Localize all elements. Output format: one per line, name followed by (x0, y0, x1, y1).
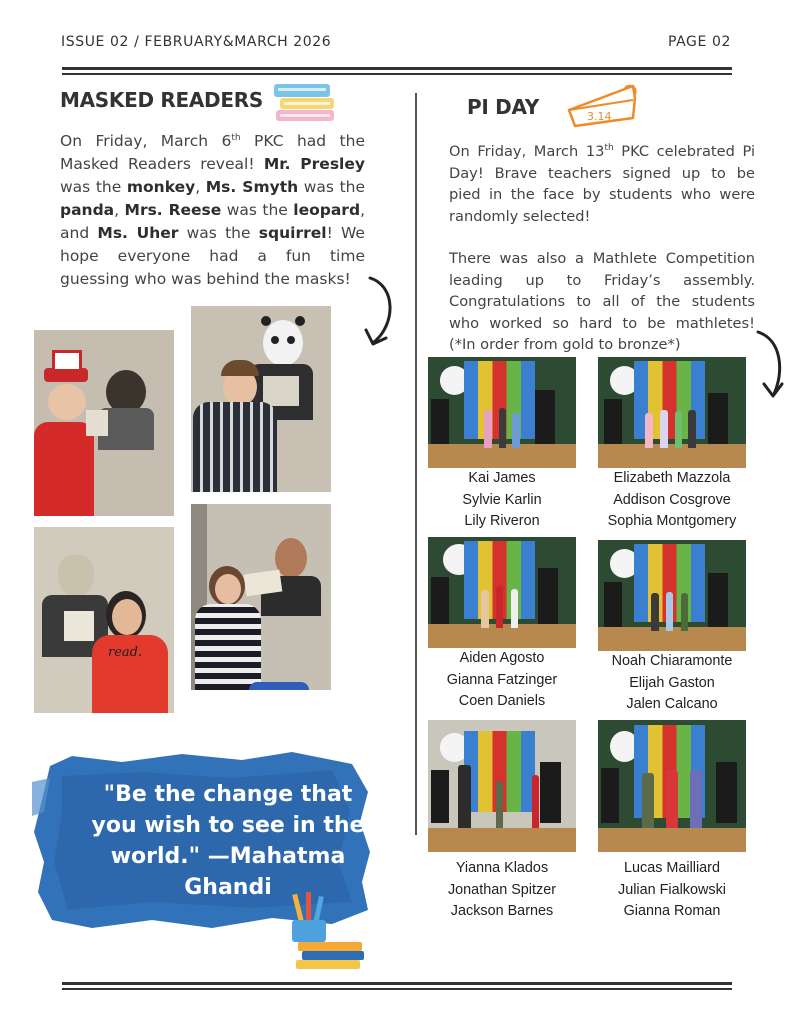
photo-leopard-reveal (34, 527, 174, 713)
mathlete-photo-6 (598, 720, 746, 852)
footer-rule-top (62, 982, 732, 985)
mathlete-names-6: Lucas Mailliard Julian Fialkowski Gianna Roman (618, 860, 726, 919)
header-rule-bottom (62, 73, 732, 75)
pi-day-paragraph-2: There was also a Mathlete Competition leading up to Friday’s assembly. Congratulations to all of the students who worked so hard to be mathletes! (*In order from gold to bronze*) (449, 250, 755, 353)
footer-rule-bottom (62, 988, 732, 990)
mathlete-names-2: Elizabeth Mazzola Addison Cosgrove Sophia Montgomery (607, 470, 737, 529)
mathlete-names-1: Kai James Sylvie Karlin Lily Riveron (462, 470, 542, 529)
mathlete-photo-1 (428, 357, 576, 468)
curved-arrow-icon (362, 272, 402, 352)
masked-readers-title: MASKED READERS (60, 88, 263, 112)
pencil-cup-books-icon (284, 890, 368, 974)
photo-panda-reveal (191, 306, 331, 492)
mathlete-names-5: Yianna Klados Jonathan Spitzer Jackson Barnes (447, 860, 556, 919)
quote-text: "Be the change that you wish to see in the world." —Mahatma Ghandi (91, 782, 365, 900)
mathlete-photo-3 (428, 537, 576, 648)
mathlete-names-4: Noah Chiaramonte Elijah Gaston Jalen Calcano (611, 653, 733, 712)
squirrel-mask (275, 538, 307, 578)
issue-label: ISSUE 02 / FEBRUARY&MARCH 2026 (61, 34, 332, 50)
leopard-mask (58, 555, 94, 597)
pi-day-paragraph-1: On Friday, March 13th PKC celebrated Pi Day! Brave teachers signed up to be pied in the face by students who were randomly selected! (449, 143, 755, 225)
pi-day-title: PI DAY (467, 95, 539, 119)
mathlete-photo-2 (598, 357, 746, 468)
header-rule-top (62, 67, 732, 70)
column-divider (415, 93, 417, 835)
pie-slice-icon (563, 80, 641, 132)
mathlete-photo-5 (428, 720, 576, 852)
curved-arrow-icon-2 (752, 326, 788, 402)
mathlete-photo-4 (598, 540, 746, 651)
mathlete-names-3: Aiden Agosto Gianna Fatzinger Coen Daniels (446, 650, 558, 709)
photo-squirrel-reveal (191, 504, 331, 690)
panda-mask (263, 320, 303, 366)
shirt-text: read. (108, 645, 143, 660)
photo-monkey-reveal (34, 330, 174, 516)
books-icon (272, 78, 340, 126)
pie-label: 3.14 (587, 110, 612, 123)
masked-readers-paragraph: On Friday, March 6th PKC had the Masked Readers reveal! Mr. Presley was the monkey, Ms. Smyth was the panda, Mrs. Reese was the leopard, and Ms. Uher was the squirrel! We hope everyone had a fun time guessing who was behind the masks! (60, 132, 366, 288)
page-number: PAGE 02 (667, 34, 731, 50)
